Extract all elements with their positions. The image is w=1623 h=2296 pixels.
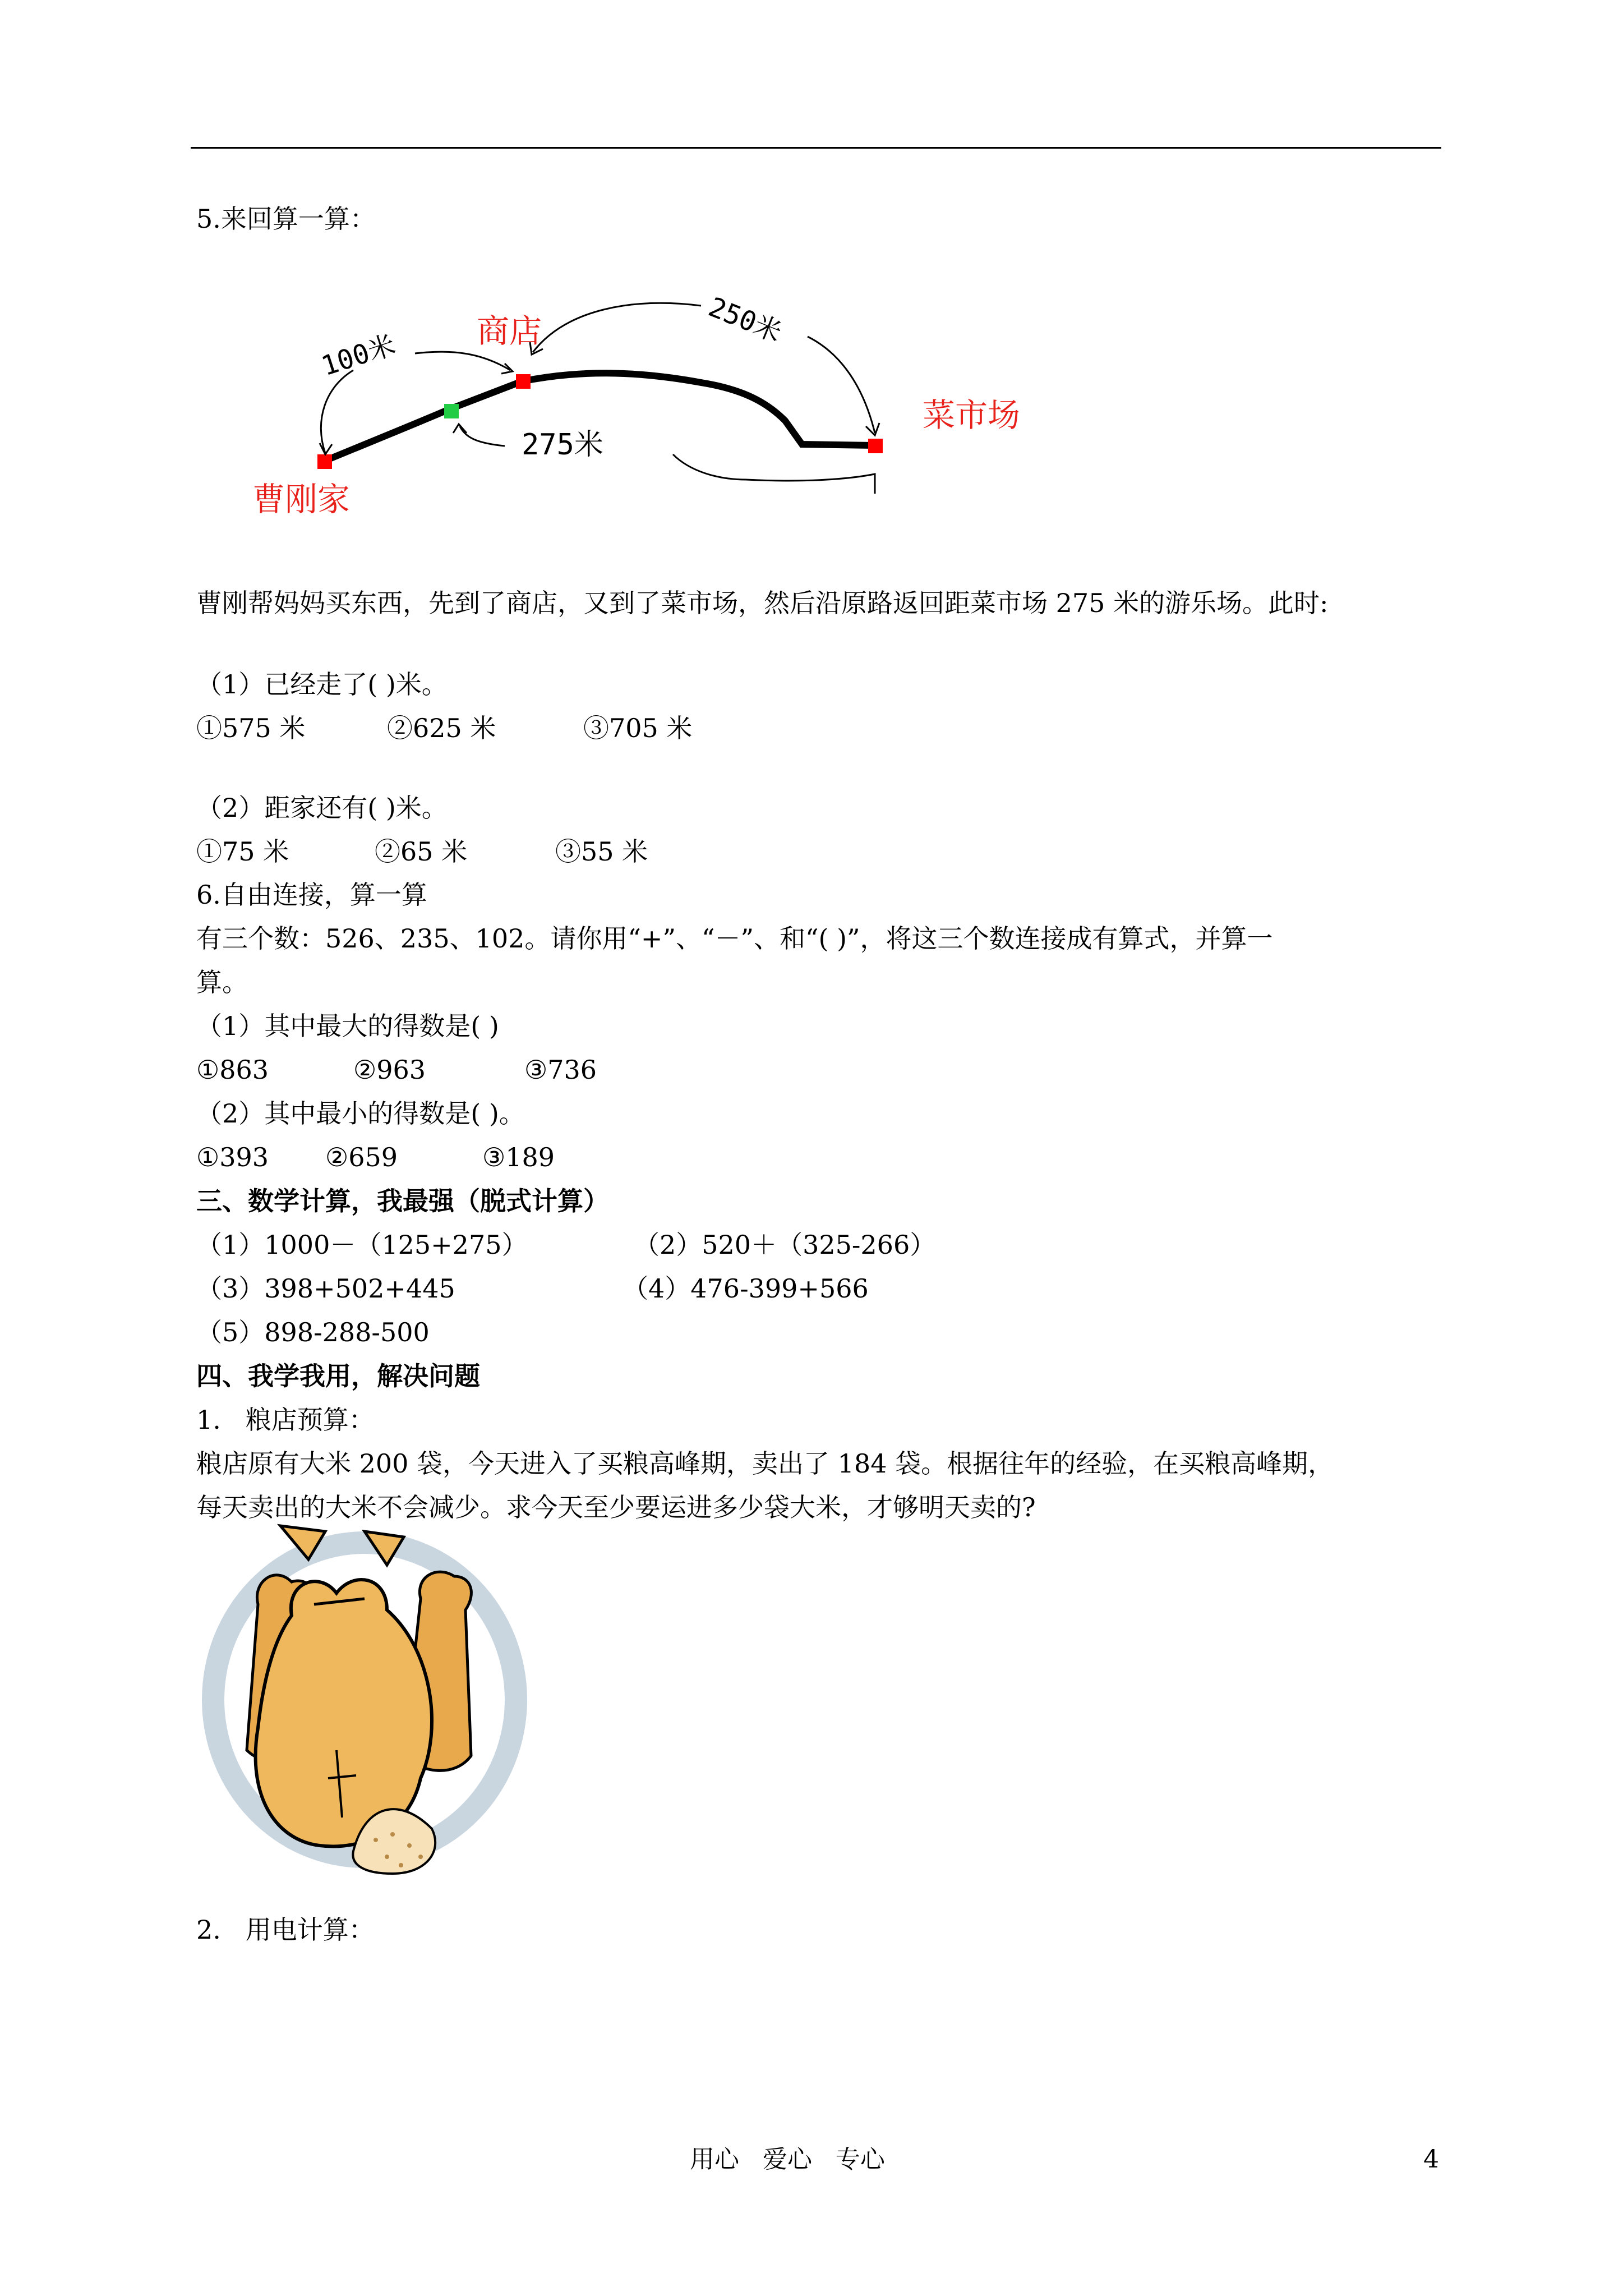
problem2-title: 2. 用电计算： [196, 1915, 375, 1945]
calc-item-1: （1）1000－（125+275） [196, 1230, 528, 1260]
q6-text-line1: 有三个数：526、235、102。请你用“+”、“－”、和“( )”，将这三个数连接成有算式，并算一 [196, 923, 1273, 954]
q5-sub1-option-3: ③705 米 [583, 713, 693, 743]
section4-heading: 四、我学我用，解决问题 [196, 1361, 480, 1391]
q6-sub2-question: （2）其中最小的得数是( )。 [196, 1098, 525, 1129]
arrow-250 [533, 303, 875, 433]
header-rule [191, 147, 1441, 149]
calc-item-4: （4）476-399+566 [623, 1273, 869, 1304]
calc-item-5: （5）898-288-500 [196, 1317, 430, 1347]
q5-sub2-option-3: ③55 米 [555, 836, 648, 867]
section3-heading: 三、数学计算，我最强（脱式计算） [196, 1186, 609, 1216]
calc-item-3: （3）398+502+445 [196, 1273, 455, 1304]
q6-sub1-option-2: ②963 [353, 1055, 426, 1085]
home-marker [317, 454, 332, 469]
label-100m: 100米 [317, 329, 399, 383]
label-250m: 250米 [704, 291, 786, 349]
q6-sub2-option-1: ①393 [196, 1142, 269, 1172]
q5-sub2-option-1: ①75 米 [196, 836, 289, 867]
page-number: 4 [1423, 2145, 1439, 2174]
label-shop: 商店 [477, 312, 542, 350]
midpoint-marker [444, 404, 459, 418]
market-marker [868, 439, 883, 453]
q6-title: 6.自由连接，算一算 [196, 880, 427, 910]
problem1-title: 1. 粮店预算： [196, 1405, 375, 1435]
q5-story: 曹刚帮妈妈买东西，先到了商店，又到了菜市场，然后沿原路返回距菜市场 275 米的游乐场。此时: [196, 588, 1329, 618]
q6-text-line2: 算。 [196, 967, 248, 997]
q6-sub2-option-3: ③189 [482, 1142, 555, 1172]
arrow-250-heads [530, 342, 879, 435]
footer-motto: 用心 爱心 专心 [690, 2145, 885, 2174]
route-map [241, 286, 1094, 550]
label-275m: 275米 [522, 428, 603, 462]
q5-sub1-question: （1）已经走了( )米。 [196, 669, 448, 700]
problem1-line2: 每天卖出的大米不会减少。求今天至少要运进多少袋大米，才够明天卖的? [196, 1492, 1036, 1522]
calc-item-2: （2）520＋（325-266） [634, 1230, 936, 1260]
label-home: 曹刚家 [252, 480, 351, 518]
q5-title: 5.来回算一算： [196, 204, 376, 234]
label-market: 菜市场 [923, 396, 1021, 434]
q5-sub2-question: （2）距家还有( )米。 [196, 793, 448, 823]
q5-sub2-option-2: ②65 米 [375, 836, 468, 867]
q6-sub1-question: （1）其中最大的得数是( ) [196, 1011, 499, 1041]
arrow-100-heads [320, 364, 513, 454]
q6-sub2-option-2: ②659 [325, 1142, 398, 1172]
problem1-line1: 粮店原有大米 200 袋，今天进入了买粮高峰期，卖出了 184 袋。根据往年的经验，在买粮高峰期， [196, 1448, 1334, 1479]
arrow-275-heads [453, 424, 467, 433]
rice-bags-illustration [196, 1515, 533, 1896]
q6-sub1-option-1: ①863 [196, 1055, 269, 1085]
q6-sub1-option-3: ③736 [524, 1055, 597, 1085]
q5-sub1-option-2: ②625 米 [387, 713, 496, 743]
q5-sub1-option-1: ①575 米 [196, 713, 306, 743]
shop-marker [516, 374, 531, 389]
